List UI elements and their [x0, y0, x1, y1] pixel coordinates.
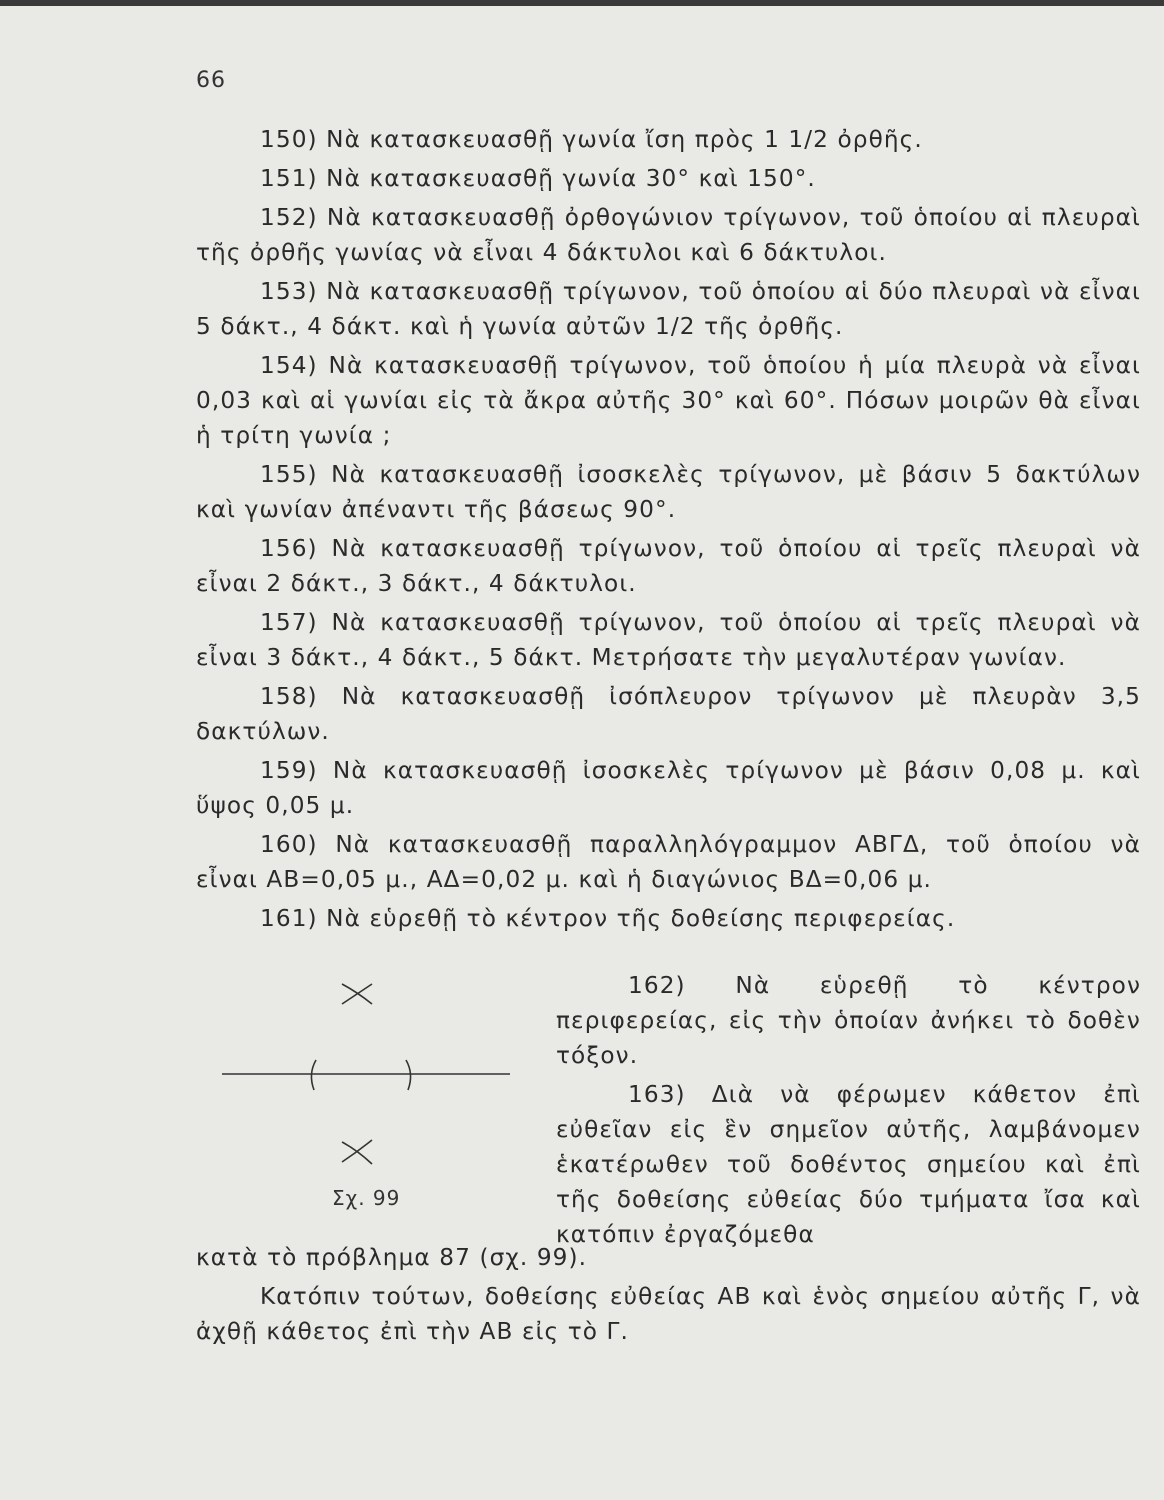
problem-152: 152) Νὰ κατασκευασθῇ ὀρθογώνιον τρίγωνον, τοῦ ὁποίου αἱ πλευραὶ τῆς ὀρθῆς γωνίας νὰ εἶναι 4 δάκτυλοι καὶ 6 δάκτυλοι. — [196, 204, 1141, 266]
problems-beside-figure — [556, 968, 1141, 1252]
right-segment-mark — [406, 1060, 411, 1090]
problem-160: 160) Νὰ κατασκευασθῇ παραλληλόγραμμον ΑΒΓΔ, τοῦ ὁποίου νὰ εἶναι ΑΒ=0,05 μ., ΑΔ=0,02 μ. καὶ ἡ διαγώνιος ΒΔ=0,06 μ. — [196, 831, 1141, 893]
page-top-edge — [0, 0, 1164, 6]
problem-156: 156) Νὰ κατασκευασθῇ τρίγωνον, τοῦ ὁποίου αἱ τρεῖς πλευραὶ νὰ εἶναι 2 δάκτ., 3 δάκτ., 4 δάκτυλοι. — [196, 535, 1141, 597]
problem-161: 161) Νὰ εὑρεθῇ τὸ κέντρον τῆς δοθείσης περιφερείας. — [260, 905, 956, 932]
problem-155: 155) Νὰ κατασκευασθῇ ἰσοσκελὲς τρίγωνον, μὲ βάσιν 5 δακτύλων καὶ γωνίαν ἀπέναντι τῆς βάσεως 90°. — [196, 461, 1141, 523]
lower-arc-right — [342, 1140, 372, 1162]
problem-158: 158) Νὰ κατασκευασθῇ ἰσόπλευρον τρίγωνον μὲ πλευρὰν 3,5 δακτύλων. — [196, 683, 1141, 745]
problem-153: 153) Νὰ κατασκευασθῇ τρίγωνον, τοῦ ὁποίου αἱ δύο πλευραὶ νὰ εἶναι 5 δάκτ., 4 δάκτ. καὶ ἡ γωνία αὐτῶν 1/2 τῆς ὀρθῆς. — [196, 278, 1141, 340]
closing-problem: Κατόπιν τούτων, δοθείσης εὐθείας ΑΒ καὶ ἑνὸς σημείου αὐτῆς Γ, νὰ ἀχθῇ κάθετος ἐπὶ τὴν ΑΒ εἰς τὸ Γ. — [196, 1283, 1141, 1345]
left-segment-mark — [311, 1060, 316, 1090]
page-number: 66 — [196, 68, 226, 93]
problem-159: 159) Νὰ κατασκευασθῇ ἰσοσκελὲς τρίγωνον μὲ βάσιν 0,08 μ. καὶ ὕψος 0,05 μ. — [196, 757, 1141, 819]
problem-163: 163) Διὰ νὰ φέρωμεν κάθετον ἐπὶ εὐθεῖαν εἰς ἓν σημεῖον αὐτῆς, λαμβάνομεν ἑκατέρωθεν τοῦ δοθέντος σημείου καὶ ἐπὶ τῆς δοθείσης εὐθείας δύο τμήματα ἴσα καὶ κατόπιν ἐργαζόμεθα — [556, 1081, 1141, 1248]
lower-arc-left — [342, 1142, 372, 1164]
figure-99 — [214, 976, 524, 1236]
problem-154: 154) Νὰ κατασκευασθῇ τρίγωνον, τοῦ ὁποίου ἡ μία πλευρὰ νὰ εἶναι 0,03 καὶ αἱ γωνίαι εἰς τὰ ἄκρα αὐτῆς 30° καὶ 60°. Πόσων μοιρῶν θὰ εἶναι ἡ τρίτη γωνία ; — [196, 352, 1141, 449]
problem-163-end: κατὰ τὸ πρόβλημα 87 (σχ. 99). — [196, 1244, 588, 1271]
problem-151: 151) Νὰ κατασκευασθῇ γωνία 30° καὶ 150°. — [260, 165, 816, 192]
figure-caption: Σχ. 99 — [332, 1186, 401, 1210]
problem-157: 157) Νὰ κατασκευασθῇ τρίγωνον, τοῦ ὁποίου αἱ τρεῖς πλευραὶ νὰ εἶναι 3 δάκτ., 4 δάκτ., 5 δάκτ. Μετρήσατε τὴν μεγαλυτέραν γωνίαν. — [196, 609, 1141, 671]
problem-150: 150) Νὰ κατασκευασθῇ γωνία ἴση πρὸς 1 1/2 ὀρθῆς. — [260, 126, 923, 153]
problem-list — [196, 122, 1141, 936]
problem-continuation — [196, 1240, 1141, 1349]
problem-162: 162) Νὰ εὑρεθῇ τὸ κέντρον περιφερείας, εἰς τὴν ὁποίαν ἀνήκει τὸ δοθὲν τόξον. — [556, 972, 1141, 1069]
perpendicular-construction-diagram — [214, 976, 524, 1196]
